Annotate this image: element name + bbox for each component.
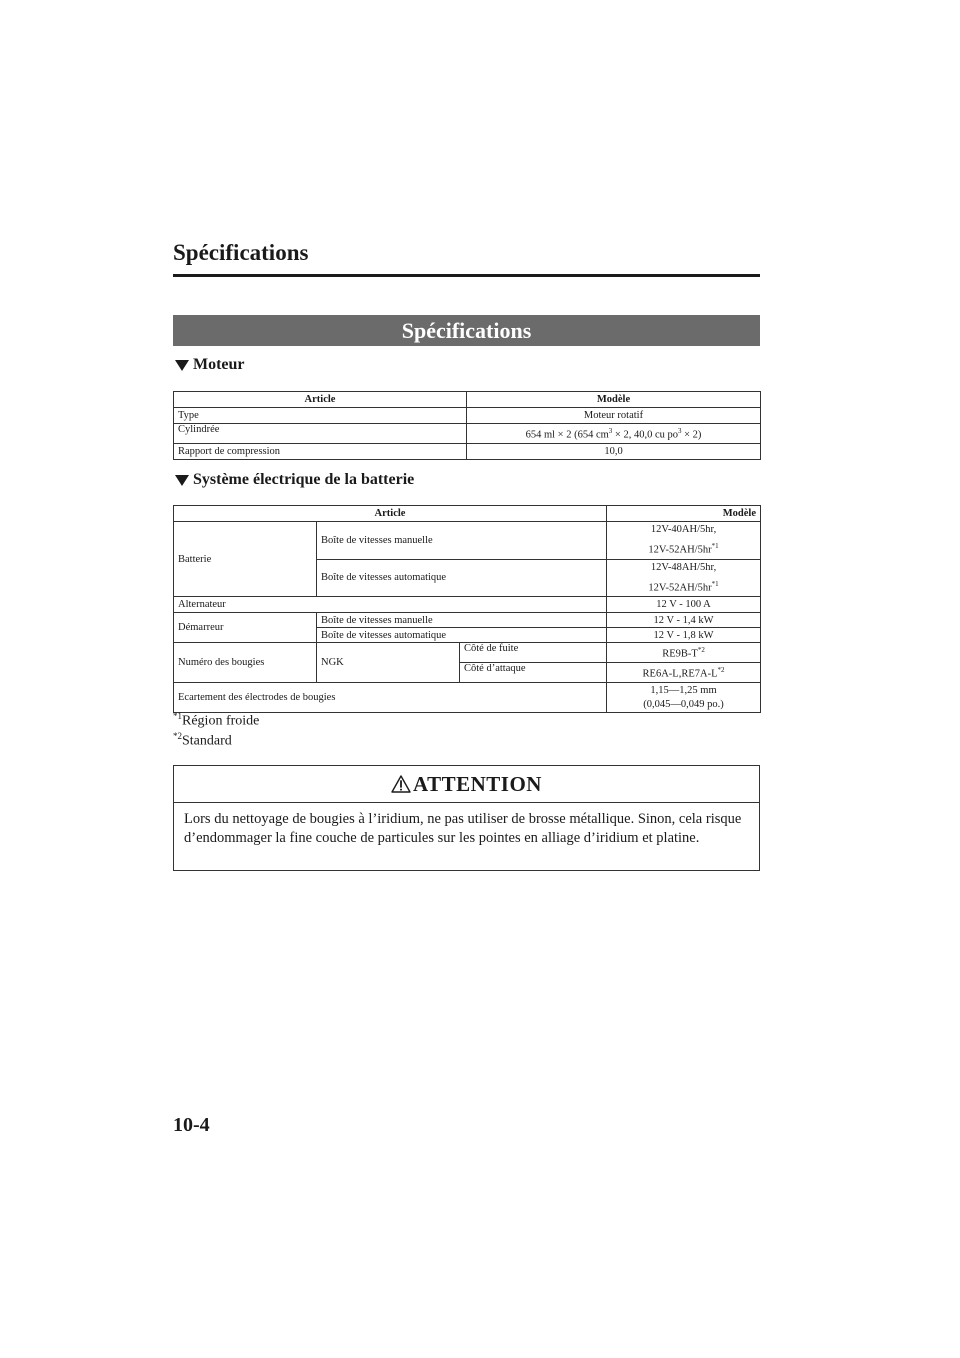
value-line: 12V-40AH/5hr, (650, 524, 717, 535)
moteur-heading (175, 356, 245, 374)
battery-table (173, 505, 761, 713)
footnote-mark: *2 (173, 731, 182, 741)
value-cell: 10,0 (467, 444, 761, 460)
article-cell: Type (174, 408, 467, 424)
footnote-2 (173, 731, 232, 750)
table-row (174, 683, 761, 713)
column-header: Modèle (607, 506, 761, 522)
value-text: 12V-52AH/5hr (648, 544, 712, 556)
table-header-row (174, 392, 761, 408)
footnote-ref: *1 (711, 542, 719, 550)
batterie-label: Batterie (174, 522, 317, 597)
triangle-down-icon (175, 475, 189, 486)
value-cell (607, 559, 761, 597)
table-row (174, 613, 761, 628)
footnote-text: Région froide (182, 713, 260, 729)
value-cell (607, 522, 761, 560)
table-row (174, 424, 761, 444)
fuite-label: Côté de fuite (460, 643, 607, 663)
value-cell: 12 V - 1,4 kW (607, 613, 761, 628)
column-header: Article (174, 392, 467, 408)
bougies-label: Numéro des bougies (174, 643, 317, 683)
footnote-ref: *2 (697, 645, 705, 654)
header-divider (173, 274, 760, 277)
page-header-title: Spécifications (173, 240, 309, 265)
value-cell: Moteur rotatif (467, 408, 761, 424)
table-header-row (174, 506, 761, 522)
warning-triangle-icon (391, 775, 411, 793)
battery-heading-label: Système électrique de la batterie (193, 471, 415, 488)
value-cell (607, 643, 761, 663)
demarreur-label: Démarreur (174, 613, 317, 643)
footnote-ref: *1 (711, 579, 719, 588)
value-text: RE9B-T (662, 648, 698, 660)
attention-title: ATTENTION (413, 771, 542, 796)
superscript: 3 (678, 426, 682, 435)
attention-box (173, 765, 760, 871)
value-text: RE6A-L,RE7A-L (642, 668, 718, 680)
alternateur-label: Alternateur (174, 597, 607, 613)
value-line: 12V-48AH/5hr, (650, 561, 717, 573)
value-text: 654 ml × 2 (654 cm (525, 429, 609, 441)
table-row (174, 597, 761, 613)
value-text: × 2) (681, 429, 702, 441)
column-header: Modèle (467, 392, 761, 408)
value-cell (467, 424, 761, 444)
value-cell (607, 663, 761, 683)
page-number: 10-4 (173, 1114, 210, 1136)
ecartement-label: Ecartement des électrodes de bougies (174, 683, 607, 713)
table-row (174, 408, 761, 424)
value-text: × 2, 40,0 cu po (612, 429, 678, 441)
table-row (174, 522, 761, 560)
article-cell: Cylindrée (174, 424, 467, 444)
value-cell: 12 V - 1,8 kW (607, 628, 761, 643)
section-banner: Spécifications (173, 315, 760, 346)
table-row (174, 444, 761, 460)
value-line: 1,15—1,25 mm (650, 684, 717, 696)
attaque-label: Côté d’attaque (460, 663, 607, 683)
triangle-down-icon (175, 360, 189, 371)
value-line (611, 576, 756, 597)
footnote-1 (173, 711, 259, 730)
footnote-mark: *1 (173, 711, 182, 721)
footnote-ref: *2 (717, 665, 725, 674)
value-line: (0,045—0,049 po.) (643, 698, 724, 710)
auto-label: Boîte de vitesses automatique (317, 559, 607, 597)
battery-heading (175, 471, 414, 489)
superscript: 3 (608, 426, 613, 435)
value-line (611, 538, 756, 559)
manual-label: Boîte de vitesses manuelle (317, 613, 607, 628)
article-cell: Rapport de compression (174, 444, 467, 460)
attention-header (174, 766, 759, 803)
manual-label: Boîte de vitesses manuelle (317, 522, 607, 560)
attention-body: Lors du nettoyage de bougies à l’iridium, ne pas utiliser de brosse métallique. Sinon, cela risque d’endommager la fine couche de particules sur les pointes en alliage d’iridium et platine. (184, 811, 742, 846)
footnote-text: Standard (182, 733, 232, 749)
column-header: Article (174, 506, 607, 522)
value-cell: 12 V - 100 A (607, 597, 761, 613)
value-cell (607, 683, 761, 713)
value-text: 12V-52AH/5hr (648, 582, 712, 593)
bougies-brand: NGK (317, 643, 460, 683)
moteur-heading-label: Moteur (193, 356, 245, 373)
auto-label: Boîte de vitesses automatique (317, 628, 607, 643)
table-row (174, 643, 761, 663)
moteur-table (173, 391, 761, 460)
